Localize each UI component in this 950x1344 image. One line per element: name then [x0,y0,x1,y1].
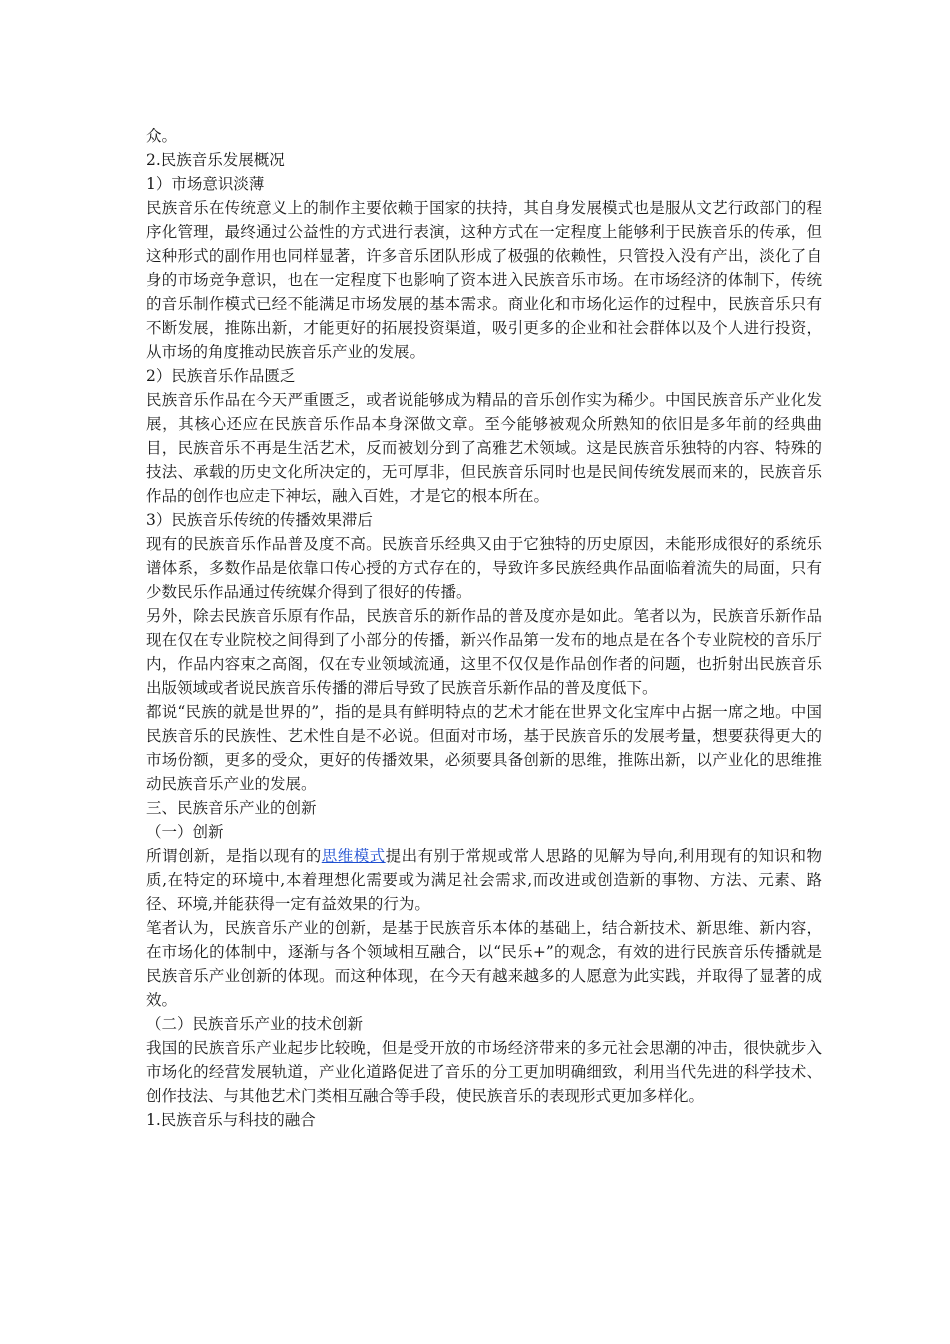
section-heading-innovation: 三、民族音乐产业的创新 [146,799,317,817]
subheading-works-scarce: 2）民族音乐作品匮乏 [146,367,296,385]
paragraph-popularity: 现有的民族音乐作品普及度不高。民族音乐经典又由于它独特的历史原因，未能形成很好的系统乐谱体系，多数作品是依靠口传心授的方式存在的，导致许多民族经典作品面临着流失的局面，只有少数民乐作品通过传统媒介得到了很好的传播。 [146,535,822,601]
document-body [146,124,822,1132]
subheading-music-technology: 1.民族音乐与科技的融合 [146,1111,316,1129]
thinking-mode-link[interactable]: 思维模式 [321,847,386,865]
paragraph-continuation: 众。 [146,127,178,145]
subheading-market-awareness: 1）市场意识淡薄 [146,175,265,193]
text-before-link: 所谓创新，是指以现有的 [146,847,322,865]
paragraph-innovation-definition [146,844,822,916]
subheading-technical-innovation: （二）民族音乐产业的技术创新 [146,1015,364,1033]
paragraph-new-works: 另外，除去民族音乐原有作品，民族音乐的新作品的普及度亦是如此。笔者以为，民族音乐新作品现在仅在专业院校之间得到了小部分的传播，新兴作品第一发布的地点是在各个专业院校的音乐厅内，作品内容束之高阁，仅在专业领域流通，这里不仅仅是作品创作者的问题，也折射出民族音乐出版领域或者说民族音乐传播的滞后导致了民族音乐新作品的普及度低下。 [146,607,822,697]
paragraph-national-world: 都说“民族的就是世界的”，指的是具有鲜明特点的艺术才能在世界文化宝库中占据一席之地。中国民族音乐的民族性、艺术性自是不必说。但面对市场，基于民族音乐的发展考量，想要获得更大的市场份额，更多的受众，更好的传播效果，必须要具备创新的思维，推陈出新，以产业化的思维推动民族音乐产业的发展。 [146,703,822,793]
subheading-dissemination-lag: 3）民族音乐传统的传播效果滞后 [146,511,373,529]
subheading-innovation: （一）创新 [146,823,224,841]
paragraph-market-awareness: 民族音乐在传统意义上的制作主要依赖于国家的扶持，其自身发展模式也是服从文艺行政部门的程序化管理，最终通过公益性的方式进行表演，这种方式在一定程度上能够利于民族音乐的传承，但这种形式的副作用也同样显著，许多音乐团队形成了极强的依赖性，只管投入没有产出，淡化了自身的市场竞争意识，也在一定程度下也影响了资本进入民族音乐市场。在市场经济的体制下，传统的音乐制作模式已经不能满足市场发展的基本需求。商业化和市场化运作的过程中，民族音乐只有不断发展，推陈出新，才能更好的拓展投资渠道，吸引更多的企业和社会群体以及个人进行投资，从市场的角度推动民族音乐产业的发展。 [146,199,822,361]
text-after-link: 提出有别于常规或常人思路的见解为导向,利用现有的知识和物质,在特定的环境中,本着理想化需要或为满足社会需求,而改进或创造新的事物、方法、元素、路径、环境,并能获得一定有益效果的行为。 [146,847,822,913]
paragraph-author-view: 笔者认为，民族音乐产业的创新，是基于民族音乐本体的基础上，结合新技术、新思维、新内容，在市场化的体制中，逐渐与各个领域相互融合，以“民乐+”的观念，有效的进行民族音乐传播就是民族音乐产业创新的体现。而这种体现，在今天有越来越多的人愿意为此实践，并取得了显著的成效。 [146,919,822,1009]
paragraph-works-scarce: 民族音乐作品在今天严重匮乏，或者说能够成为精品的音乐创作实为稀少。中国民族音乐产业化发展，其核心还应在民族音乐作品本身深做文章。至今能够被观众所熟知的依旧是多年前的经典曲目，民族音乐不再是生活艺术，反而被划分到了高雅艺术领域。这是民族音乐独特的内容、特殊的技法、承载的历史文化所决定的，无可厚非，但民族音乐同时也是民间传统发展而来的，民族音乐作品的创作也应走下神坛，融入百姓，才是它的根本所在。 [146,391,822,505]
section-heading-development-overview: 2.民族音乐发展概况 [146,151,285,169]
paragraph-technical-innovation: 我国的民族音乐产业起步比较晚，但是受开放的市场经济带来的多元社会思潮的冲击，很快就步入市场化的经营发展轨道，产业化道路促进了音乐的分工更加明确细致，利用当代先进的科学技术、创作技法、与其他艺术门类相互融合等手段，使民族音乐的表现形式更加多样化。 [146,1039,822,1105]
